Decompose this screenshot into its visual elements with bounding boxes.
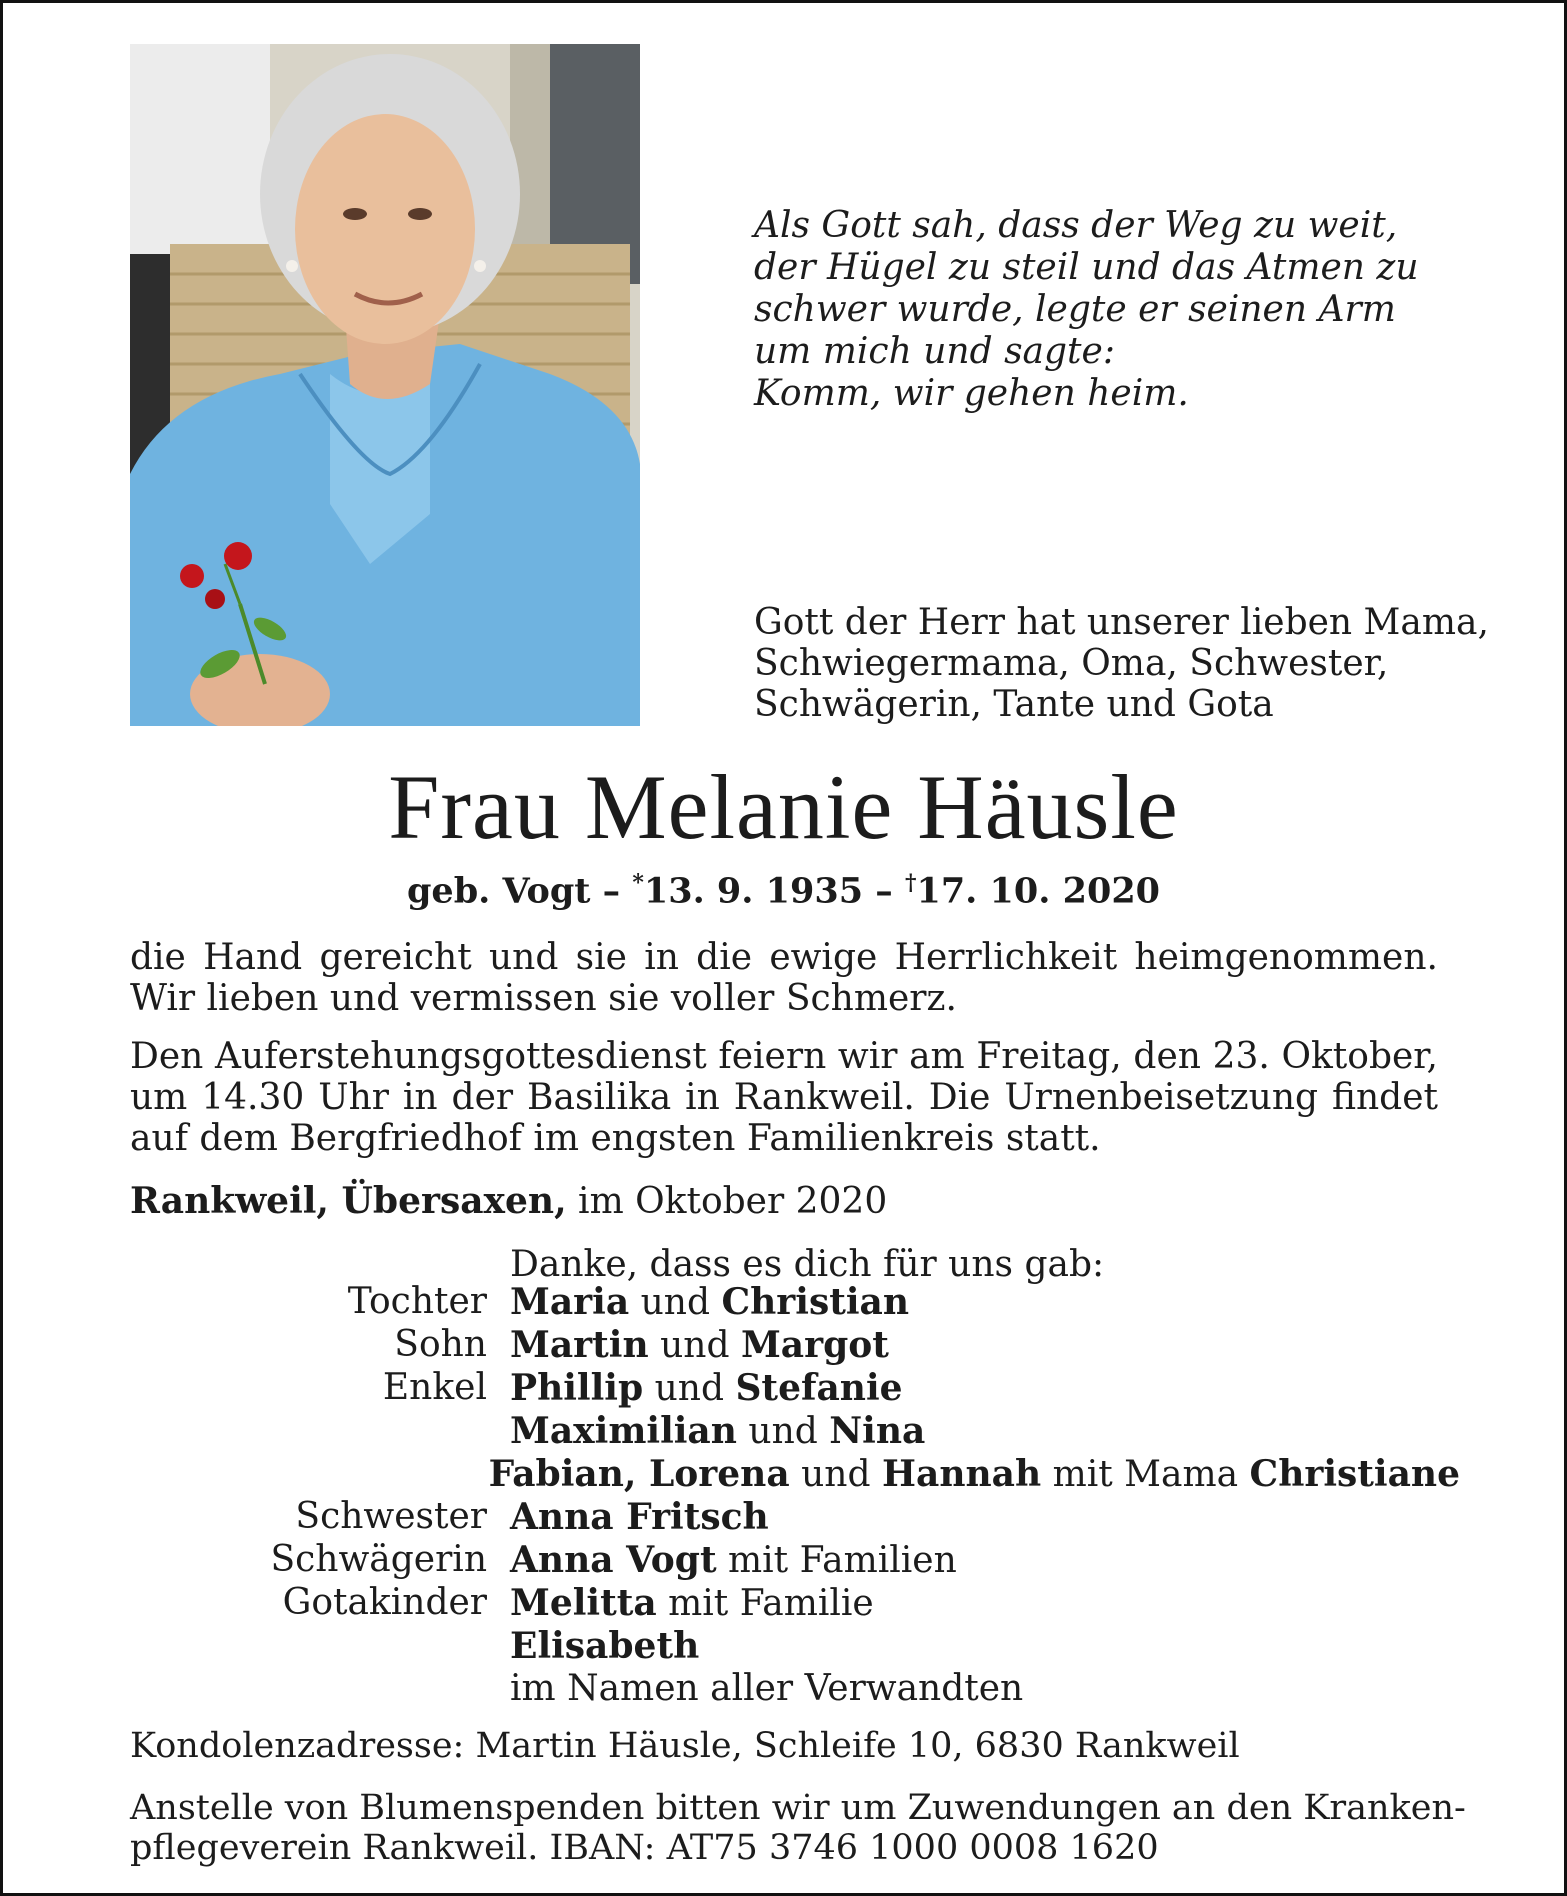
closing-line: im Namen aller Verwandten	[510, 1668, 1024, 1709]
poem-line: um mich und sagte:	[754, 331, 1115, 372]
mourner-role: Sohn	[394, 1324, 487, 1365]
separator: –	[875, 870, 893, 912]
mourner-row	[130, 1625, 1460, 1668]
separator: –	[602, 870, 621, 912]
poem	[754, 205, 1419, 415]
mourner-role: Gotakinder	[282, 1582, 487, 1623]
place-date	[130, 1180, 887, 1222]
mourner-name: Melitta	[510, 1582, 657, 1624]
mourner-row	[130, 1367, 1460, 1410]
mourner-name: Maria	[510, 1281, 630, 1323]
mourner-role: Enkel	[382, 1367, 487, 1408]
mourner-row	[130, 1453, 1460, 1496]
donation-line: Anstelle von Blumenspenden bitten wir um Zuwendungen an den Kranken-	[130, 1788, 1466, 1828]
thanks-line: Danke, dass es dich für uns gab:	[510, 1244, 1105, 1285]
mourner-role: Tochter	[347, 1281, 487, 1322]
portrait-image	[130, 44, 640, 726]
mourner-name: Phillip	[510, 1367, 644, 1409]
birth-symbol: *	[632, 870, 644, 896]
mourner-role	[130, 1625, 510, 1668]
mourner-row	[130, 1582, 1460, 1625]
mourner-name: Anna Fritsch	[510, 1496, 769, 1538]
intro-line: Schwiegermama, Oma, Schwester,	[754, 643, 1389, 684]
mourner-role	[130, 1453, 489, 1496]
mourner-name: Nina	[829, 1410, 926, 1452]
donation-note	[130, 1788, 1466, 1868]
poem-line: der Hügel zu steil und das Atmen zu	[754, 247, 1419, 288]
mourner-name: Hannah	[881, 1453, 1042, 1495]
mourner-name: Martin	[510, 1324, 649, 1366]
mourners-list	[130, 1281, 1460, 1710]
mourner-conj: und	[789, 1454, 882, 1495]
mourner-conj: und	[629, 1282, 722, 1323]
intro-line: Schwägerin, Tante und Gota	[754, 684, 1274, 725]
date: im Oktober 2020	[566, 1181, 888, 1222]
mourner-row	[130, 1410, 1460, 1453]
condolence-address: Kondolenzadresse: Martin Häusle, Schleife 10, 6830 Rankweil	[130, 1726, 1240, 1766]
poem-line: Als Gott sah, dass der Weg zu weit,	[754, 205, 1398, 246]
mourner-name: Fabian, Lorena	[488, 1453, 790, 1495]
intro-line: Gott der Herr hat unserer lieben Mama,	[754, 602, 1489, 643]
mourner-name: Anna Vogt	[510, 1539, 717, 1581]
mourner-row	[130, 1324, 1460, 1367]
mourner-conj: und	[648, 1325, 741, 1366]
mourner-name: Elisabeth	[510, 1625, 700, 1667]
mourner-name: Stefanie	[735, 1367, 903, 1409]
portrait-photo	[130, 44, 640, 726]
mourner-row	[130, 1539, 1460, 1582]
paragraph-funeral: Den Auferstehungsgottesdienst feiern wir am Freitag, den 23. Oktober, um 14.30 Uhr in der Basilika in Rankweil. Die Urnenbeisetzung findet auf dem Bergfriedhof im engsten Familienkreis statt.	[130, 1036, 1438, 1159]
place: Rankweil, Übersaxen,	[130, 1180, 567, 1222]
mourner-conj: mit Mama	[1041, 1454, 1250, 1495]
paragraph-announcement: die Hand gereicht und sie in die ewige Herrlichkeit heimgenommen. Wir lieben und vermissen sie voller Schmerz.	[130, 937, 1438, 1019]
birth-name: geb. Vogt	[406, 870, 591, 912]
life-dates	[0, 870, 1567, 912]
mourner-role: Schwägerin	[270, 1539, 487, 1580]
deceased-name: Frau Melanie Häusle	[388, 756, 1179, 858]
mourner-role: Schwester	[295, 1496, 487, 1537]
mourner-conj: und	[736, 1411, 830, 1452]
death-symbol: †	[904, 870, 917, 896]
mourner-name: Maximilian	[510, 1410, 737, 1452]
mourner-name: Christian	[721, 1281, 910, 1323]
mourner-conj: mit Familien	[716, 1540, 957, 1581]
mourner-row	[130, 1668, 1460, 1710]
poem-line: schwer wurde, legte er seinen Arm	[754, 289, 1396, 330]
mourner-conj: mit Familie	[656, 1583, 874, 1624]
mourner-role	[130, 1668, 510, 1710]
intro-text	[754, 602, 1489, 725]
mourner-name: Christiane	[1249, 1453, 1460, 1495]
mourner-row	[130, 1281, 1460, 1324]
death-date: 17. 10. 2020	[916, 870, 1161, 912]
mourner-conj: und	[643, 1368, 736, 1409]
donation-line: pflegeverein Rankweil. IBAN: AT75 3746 1000 0008 1620	[130, 1828, 1159, 1868]
birth-date: 13. 9. 1935	[643, 870, 864, 912]
mourner-row	[130, 1496, 1460, 1539]
poem-line: Komm, wir gehen heim.	[754, 373, 1189, 414]
mourner-role	[130, 1410, 510, 1453]
mourner-name: Margot	[740, 1324, 889, 1366]
